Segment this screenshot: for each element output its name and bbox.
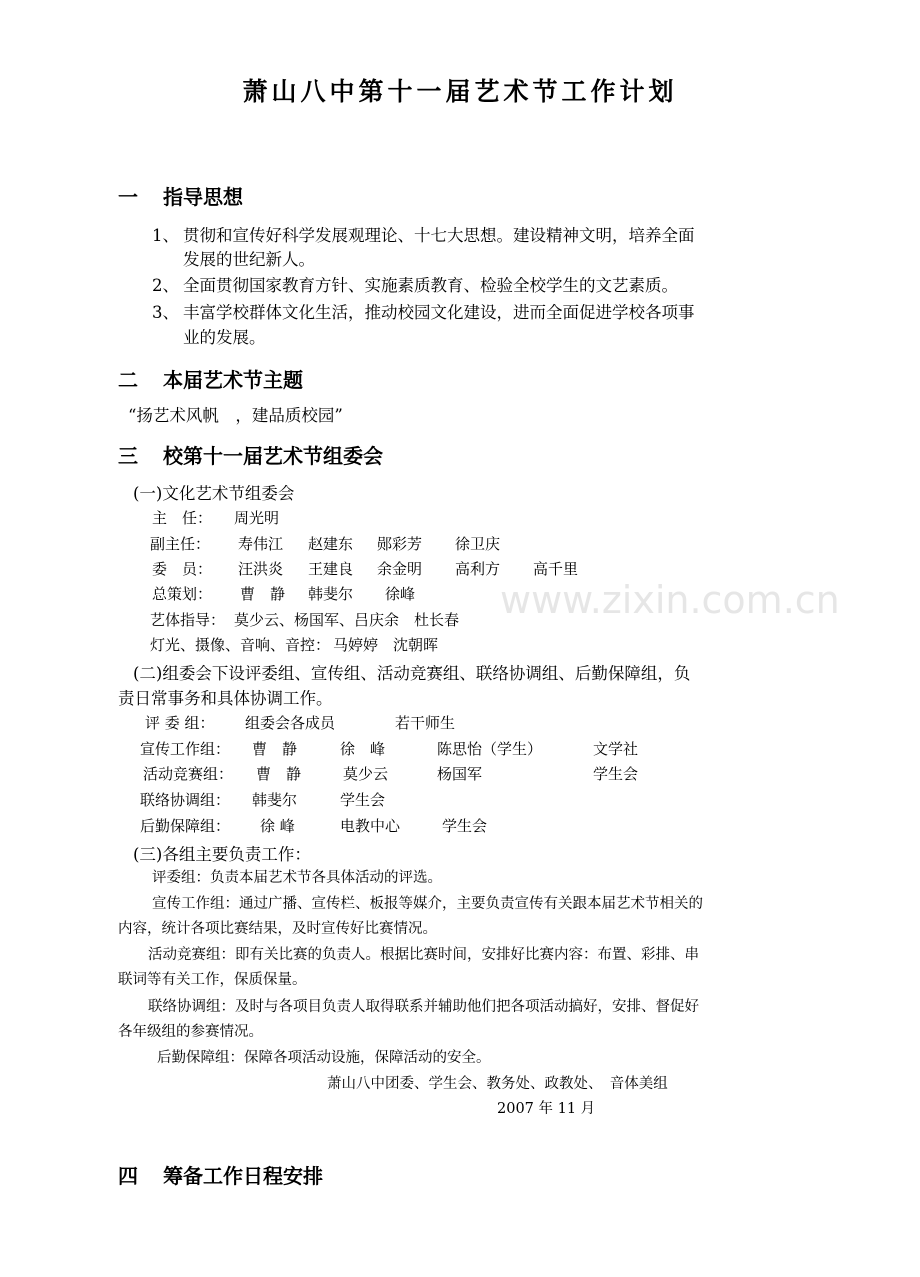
- section-heading-1: [118, 181, 518, 209]
- group-member: 文学社: [593, 740, 639, 758]
- subsection-1-title: (一)文化艺术节组委会: [133, 484, 295, 503]
- group-member: 曹 静: [256, 765, 302, 783]
- signature-date: 2007 年 11 月: [497, 1101, 596, 1117]
- document-title: 萧山八中第十一届艺术节工作计划: [242, 77, 678, 106]
- committee-role: 副主任：: [150, 535, 211, 553]
- duty-publicity-line2: 内容，统计各项比赛结果，及时宣传好比赛情况。: [118, 921, 437, 937]
- group-member: 若干师生: [395, 714, 456, 732]
- committee-name: 汪洪炎: [238, 560, 284, 578]
- committee-row-deputy: [0, 533, 920, 555]
- section-number: 一: [118, 185, 138, 209]
- guideline-item-3-marker: 3、: [152, 303, 179, 322]
- group-role: 宣传工作组：: [140, 740, 231, 758]
- committee-role: 主 任：: [152, 509, 213, 527]
- committee-name: 高利方: [455, 560, 501, 578]
- group-member: 学生会: [442, 817, 488, 835]
- group-member: 学生会: [340, 791, 386, 809]
- duty-judges: 评委组：负责本届艺术节各具体活动的评选。: [152, 870, 442, 886]
- section-heading-2: [118, 364, 518, 392]
- group-member: 韩斐尔: [252, 791, 298, 809]
- committee-row-members: [0, 558, 920, 580]
- subsection-3-title: (三)各组主要负责工作：: [133, 845, 311, 864]
- committee-name: 周光明: [234, 509, 280, 527]
- committee-role: 艺体指导：: [150, 611, 226, 629]
- section-title: 校第十一届艺术节组委会: [163, 444, 383, 468]
- group-row-logistics: [0, 815, 920, 837]
- guideline-item-1-marker: 1、: [152, 226, 179, 245]
- committee-role: 委 员：: [152, 560, 213, 578]
- group-member: 学生会: [593, 765, 639, 783]
- subsection-2-line2: 责日常事务和具体协调工作。: [118, 689, 333, 708]
- group-row-competition: [0, 763, 920, 785]
- committee-row-director: [0, 507, 920, 529]
- committee-name: 寿伟江: [238, 535, 284, 553]
- committee-row-av-control: [0, 634, 920, 656]
- committee-row-planner: [0, 583, 920, 605]
- committee-name: 马婷婷 沈朝晖: [333, 636, 439, 654]
- duty-competition-line1: 活动竞赛组：即有关比赛的负责人。根据比赛时间，安排好比赛内容：布置、彩排、串: [148, 947, 699, 963]
- festival-theme: “扬艺术风帆 ，建品质校园”: [128, 406, 343, 425]
- committee-name: 莫少云、杨国军、吕庆余 杜长春: [234, 611, 460, 629]
- section-title: 指导思想: [163, 185, 243, 209]
- section-title: 筹备工作日程安排: [163, 1164, 323, 1188]
- section-number: 四: [118, 1164, 138, 1188]
- committee-name: 徐峰: [385, 585, 416, 603]
- group-role: 活动竞赛组：: [143, 765, 234, 783]
- committee-name: 郧彩芳: [377, 535, 423, 553]
- group-member: 组委会各成员: [245, 714, 336, 732]
- group-member: 杨国军: [437, 765, 483, 783]
- guideline-item-1-line2: 发展的世纪新人。: [183, 250, 315, 269]
- section-heading-4: [118, 1160, 618, 1188]
- group-role: 评 委 组：: [145, 714, 215, 732]
- duty-liaison-line1: 联络协调组：及时与各项目负责人取得联系并辅助他们把各项活动搞好，安排、督促好: [148, 999, 699, 1015]
- committee-name: 徐卫庆: [455, 535, 501, 553]
- section-number: 三: [118, 444, 138, 468]
- committee-name: 曹 静: [240, 585, 286, 603]
- section-title: 本届艺术节主题: [163, 368, 303, 392]
- subsection-2-line1: (二)组委会下设评委组、宣传组、活动竞赛组、联络协调组、后勤保障组，负: [133, 664, 691, 683]
- section-number: 二: [118, 368, 138, 392]
- committee-name: 高千里: [533, 560, 579, 578]
- committee-name: 赵建东: [308, 535, 354, 553]
- guideline-item-2-marker: 2、: [152, 276, 179, 295]
- group-row-liaison: [0, 789, 920, 811]
- guideline-item-2-line1: 全面贯彻国家教育方针、实施素质教育、检验全校学生的文艺素质。: [183, 276, 678, 295]
- guideline-item-1-line1: 贯彻和宣传好科学发展观理论、十七大思想。建设精神文明，培养全面: [183, 226, 695, 245]
- committee-name: 王建良: [308, 560, 354, 578]
- group-member: 曹 静: [252, 740, 298, 758]
- committee-name: 韩斐尔: [308, 585, 354, 603]
- group-member: 莫少云: [343, 765, 389, 783]
- group-role: 后勤保障组：: [140, 817, 231, 835]
- group-member: 徐 峰: [340, 740, 386, 758]
- group-row-publicity: [0, 738, 920, 760]
- committee-name: 余金明: [377, 560, 423, 578]
- watermark: www.zixin.com.cn: [500, 578, 840, 622]
- committee-row-arts-guidance: [0, 609, 920, 631]
- guideline-item-3-line1: 丰富学校群体文化生活，推动校园文化建设，进而全面促进学校各项事: [183, 303, 695, 322]
- duty-publicity-line1: 宣传工作组：通过广播、宣传栏、板报等媒介，主要负责宣传有关跟本届艺术节相关的: [152, 896, 703, 912]
- committee-role: 总策划：: [152, 585, 213, 603]
- duty-liaison-line2: 各年级组的参赛情况。: [118, 1024, 263, 1040]
- committee-role: 灯光、摄像、音响、音控：: [150, 636, 331, 654]
- group-row-judges: [0, 712, 920, 734]
- section-heading-3: [118, 440, 618, 468]
- group-member: 陈思怡（学生）: [437, 740, 543, 758]
- group-role: 联络协调组：: [140, 791, 231, 809]
- signature-orgs: 萧山八中团委、学生会、教务处、政教处、 音体美组: [327, 1076, 668, 1092]
- duty-competition-line2: 联词等有关工作，保质保量。: [118, 972, 307, 988]
- duty-logistics: 后勤保障组：保障各项活动设施，保障活动的安全。: [157, 1050, 491, 1066]
- group-member: 电教中心: [340, 817, 401, 835]
- group-member: 徐 峰: [260, 817, 295, 835]
- guideline-item-3-line2: 业的发展。: [183, 328, 266, 347]
